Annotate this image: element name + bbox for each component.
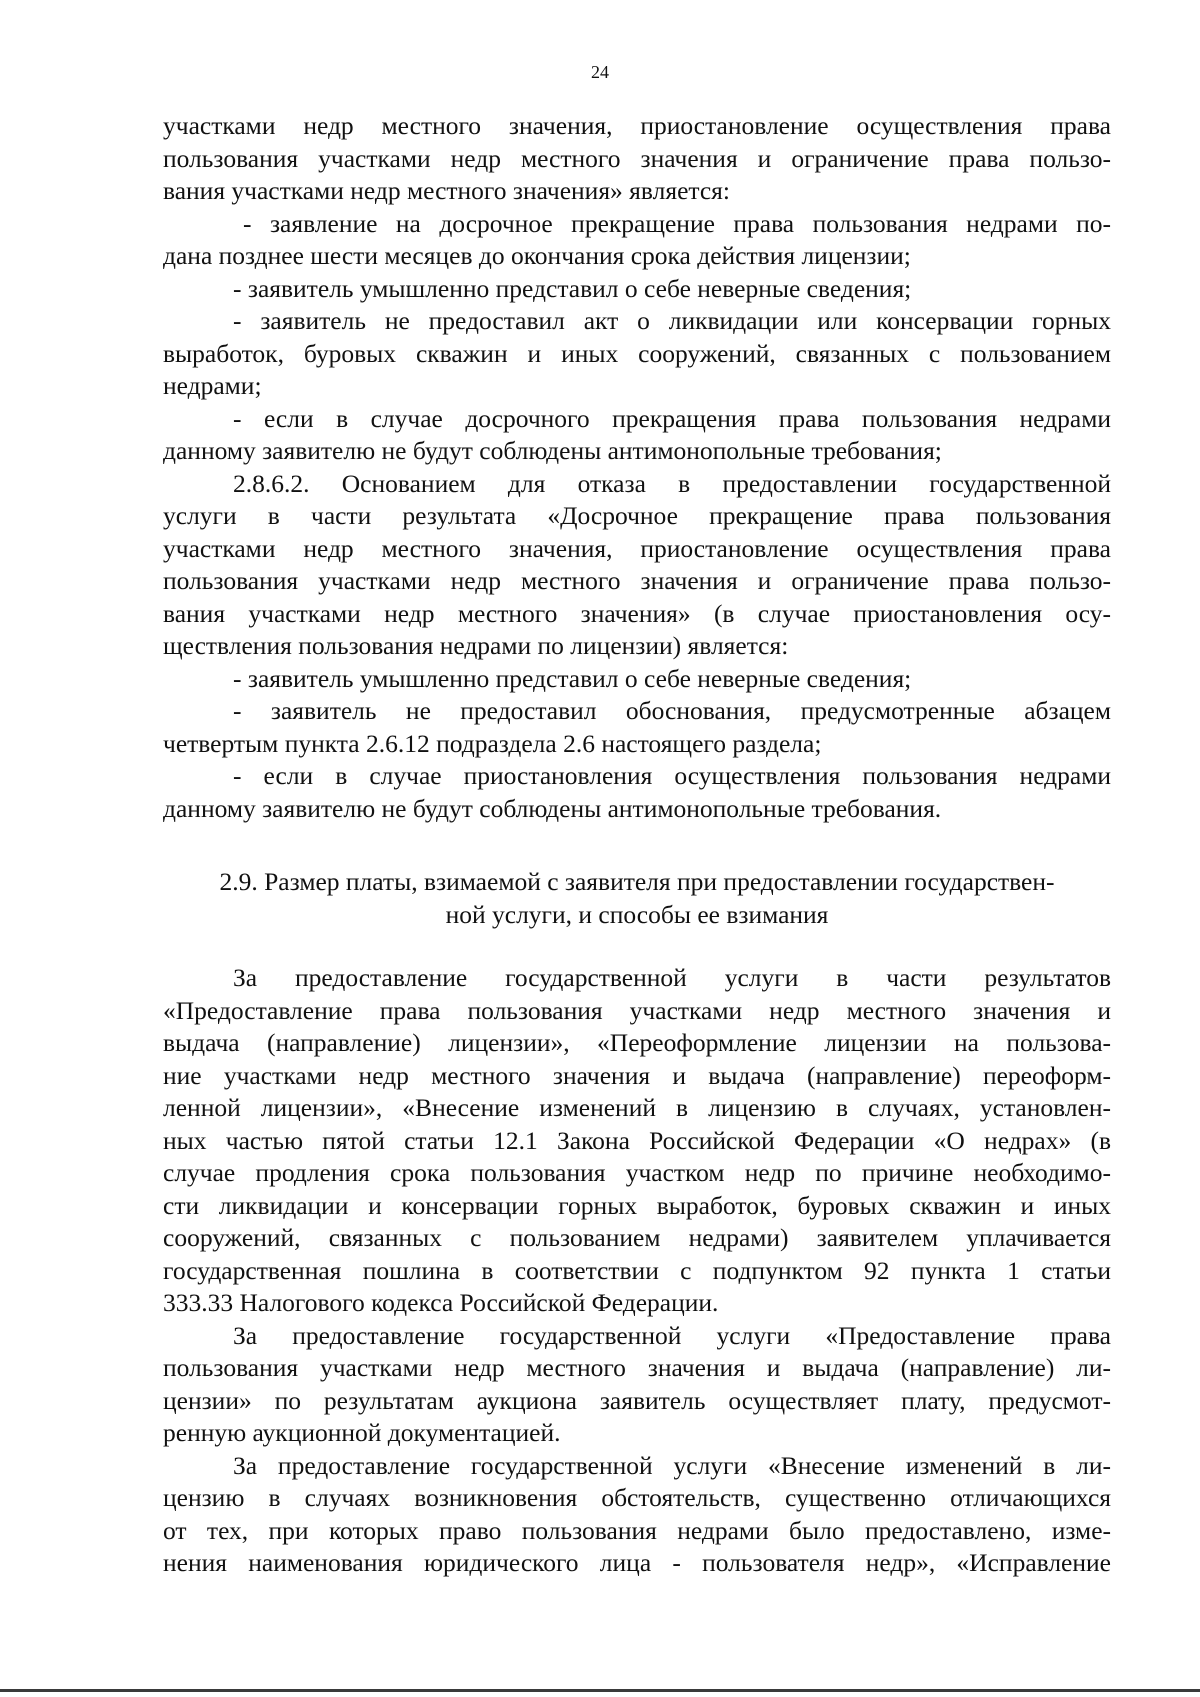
text-line: - если в случае досрочного прекращения права пользования недрами [233,403,1111,433]
text-line: четвертым пункта 2.6.12 подраздела 2.6 настоящего раздела; [163,728,822,758]
heading-line: ной услуги, и способы ее взимания [445,899,829,929]
text-line: - заявитель умышленно представил о себе неверные сведения; [233,273,912,303]
text-line: пользования участками недр местного значения и выдача (направление) ли- [163,1353,1111,1382]
text-line: случае продления срока пользования участком недр по причине необходимо- [163,1158,1111,1187]
page-number: 24 [591,62,609,82]
text-line: нения наименования юридического лица - пользователя недр», «Исправление [163,1548,1111,1577]
text-line: ленной лицензии», «Внесение изменений в лицензию в случаях, установлен- [163,1093,1111,1122]
text-line: За предоставление государственной услуги «Внесение изменений в ли- [233,1450,1111,1480]
text-line: сооружений, связанных с пользованием недрами) заявителем уплачивается [163,1223,1111,1252]
heading-line: 2.9. Размер платы, взимаемой с заявителя при предоставлении государствен- [219,867,1055,896]
text-line: - заявитель не предоставил обоснования, предусмотренные абзацем [233,696,1111,725]
text-line: ществления пользования недрами по лицензии) является: [163,631,789,660]
text-line: выдача (направление) лицензии», «Переоформление лицензии на пользова- [163,1028,1111,1057]
text-line: ние участками недр местного значения и выдача (направление) переоформ- [163,1060,1111,1090]
text-line: дана позднее шести месяцев до окончания срока действия лицензии; [163,241,911,270]
refusal-grounds-section [163,110,1111,825]
text-line: - заявление на досрочное прекращение права пользования недрами по- [243,208,1111,238]
text-line: 2.8.6.2. Основанием для отказа в предоставлении государственной [233,468,1111,498]
text-line: 333.33 Налогового кодекса Российской Федерации. [163,1288,719,1317]
text-line: - заявитель умышленно представил о себе неверные сведения; [233,663,912,693]
text-line: ных частью пятой статьи 12.1 Закона Российской Федерации «О недрах» (в [163,1125,1111,1155]
text-line: цензии» по результатам аукциона заявитель осуществляет плату, предусмот- [163,1385,1111,1415]
text-line: данному заявителю не будут соблюдены антимонопольные требования. [163,793,942,823]
text-line: услуги в части результата «Досрочное прекращение права пользования [163,501,1111,530]
text-line: выработок, буровых скважин и иных сооружений, связанных с пользованием [163,338,1111,368]
text-line: от тех, при которых право пользования недрами было предоставлено, изме- [163,1515,1111,1545]
text-line: За предоставление государственной услуги «Предоставление права [233,1320,1111,1350]
text-line: За предоставление государственной услуги в части результатов [233,963,1111,992]
text-line: вания участками недр местного значения» (в случае приостановления осу- [163,598,1111,628]
text-line: пользования участками недр местного значения и ограничение права пользо- [163,566,1111,595]
text-line: данному заявителю не будут соблюдены антимонопольные требования; [163,436,942,465]
bottom-scan-edge [0,1689,1200,1692]
text-line: вания участками недр местного значения» является: [163,176,730,205]
text-line: сти ликвидации и консервации горных выработок, буровых скважин и иных [163,1190,1111,1220]
text-line: цензию в случаях возникновения обстоятельств, существенно отличающихся [163,1483,1111,1512]
text-line: участками недр местного значения, приостановление осуществления права [163,111,1111,140]
text-line: - заявитель не предоставил акт о ликвидации или консервации горных [233,306,1111,335]
text-line: пользования участками недр местного значения и ограничение права пользо- [163,143,1111,173]
section-heading [163,866,1111,931]
text-line: ренную аукционной документацией. [163,1418,561,1447]
text-line: недрами; [163,371,262,400]
fee-section [163,962,1111,1580]
text-line: «Предоставление права пользования участками недр местного значения и [163,995,1111,1025]
text-line: государственная пошлина в соответствии с подпунктом 92 пункта 1 статьи [163,1255,1111,1285]
text-line: участками недр местного значения, приостановление осуществления права [163,533,1111,563]
text-line: - если в случае приостановления осуществления пользования недрами [233,761,1111,790]
